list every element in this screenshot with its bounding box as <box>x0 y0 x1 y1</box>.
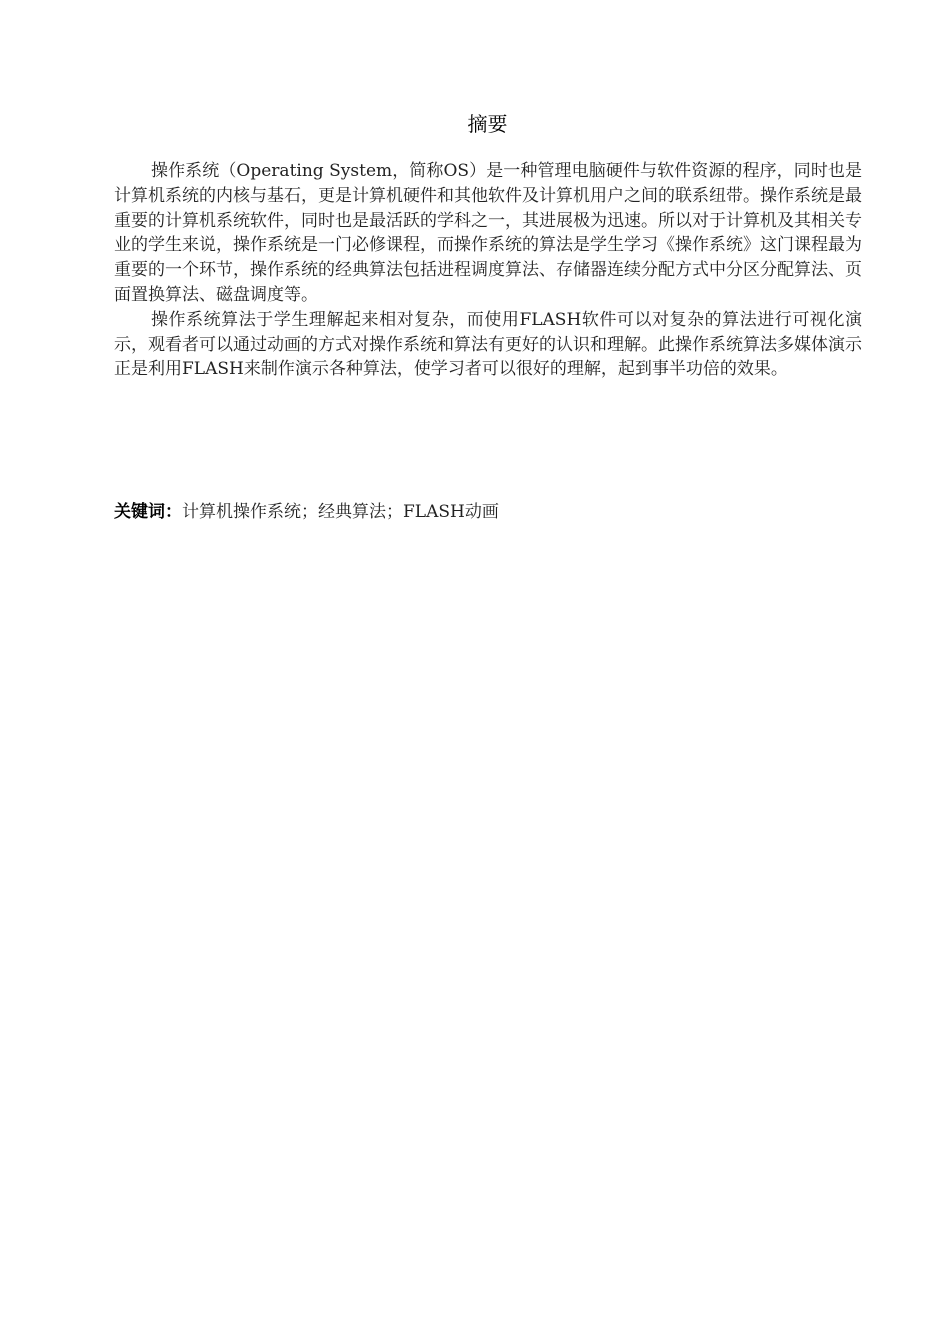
keywords-line <box>114 500 862 524</box>
keywords-label: 关键词： <box>114 502 182 522</box>
abstract-paragraph-1: 操作系统（Operating System，简称OS）是一种管理电脑硬件与软件资源的程序，同时也是计算机系统的内核与基石，更是计算机硬件和其他软件及计算机用户之间的联系纽带。操作系统是最重要的计算机系统软件，同时也是最活跃的学科之一，其进展极为迅速。所以对于计算机及其相关专业的学生来说，操作系统是一门必修课程，而操作系统的算法是学生学习《操作系统》这门课程最为重要的一个环节，操作系统的经典算法包括进程调度算法、存储器连续分配方式中分区分配算法、页面置换算法、磁盘调度等。 <box>114 161 862 305</box>
keywords-value: 计算机操作系统；经典算法；FLASH动画 <box>182 502 499 522</box>
abstract-body <box>114 159 862 382</box>
abstract-paragraph-2: 操作系统算法于学生理解起来相对复杂，而使用FLASH软件可以对复杂的算法进行可视化演示，观看者可以通过动画的方式对操作系统和算法有更好的认识和理解。此操作系统算法多媒体演示正是利用FLASH来制作演示各种算法，使学习者可以很好的理解，起到事半功倍的效果。 <box>114 309 862 380</box>
abstract-title: 摘要 <box>467 112 508 136</box>
